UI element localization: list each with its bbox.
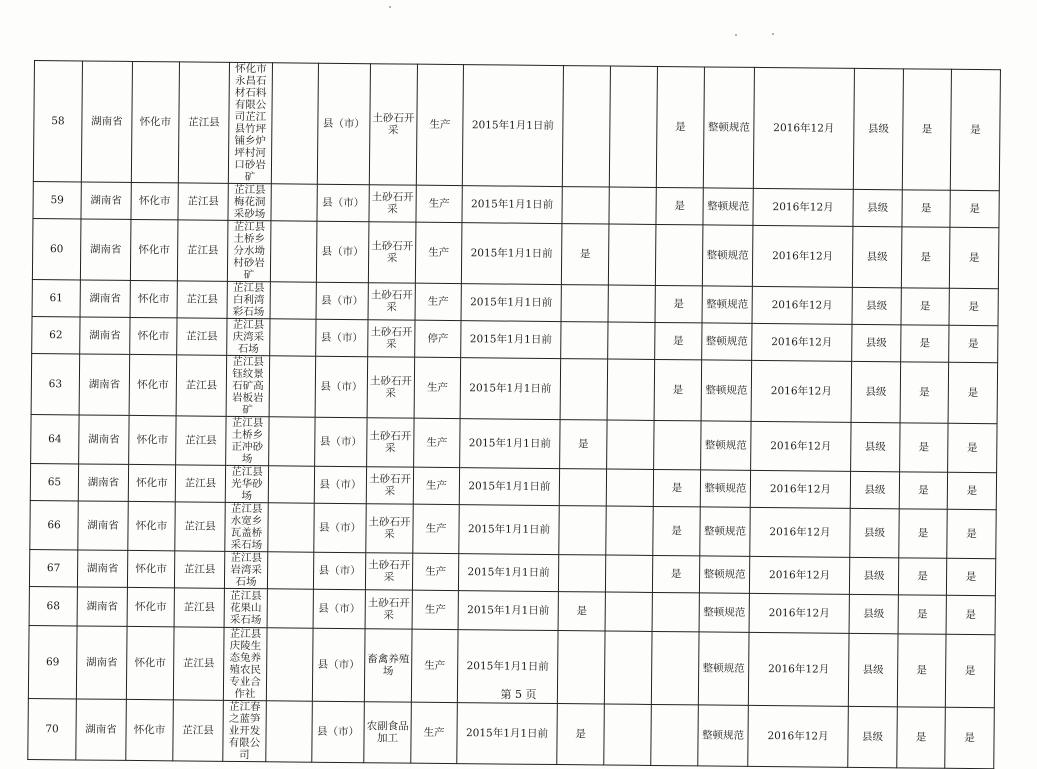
province-cell: 湖南省 <box>78 501 128 550</box>
city-cell: 怀化市 <box>130 219 178 280</box>
done-1-cell: 是 <box>897 707 946 768</box>
done-1-cell: 是 <box>897 634 946 707</box>
production-status-cell: 生产 <box>413 467 459 504</box>
action-cell: 整顿规范 <box>703 188 753 225</box>
production-status-cell: 生产 <box>414 357 461 418</box>
flag-b-cell <box>605 555 652 592</box>
county-cell: 芷江县 <box>177 281 227 318</box>
done-1-cell: 是 <box>900 362 949 423</box>
flag-b-cell <box>609 187 656 224</box>
production-status-cell: 生产 <box>415 283 461 320</box>
done-2-cell: 是 <box>949 227 999 288</box>
production-status-cell: 生产 <box>412 553 458 590</box>
done-1-cell: 是 <box>901 288 949 325</box>
establish-time-cell: 2015年1月1日前 <box>462 65 563 187</box>
table-row <box>32 218 999 288</box>
done-2-cell: 是 <box>947 509 996 558</box>
jurisdiction-cell: 县（市） <box>315 417 367 466</box>
production-status-cell: 生产 <box>416 185 462 222</box>
flag-c-cell: 是 <box>655 285 702 322</box>
industry-type-cell: 土砂石开采 <box>367 418 414 467</box>
flag-c-cell: 是 <box>655 322 702 359</box>
done-1-cell: 是 <box>898 595 946 634</box>
done-1-cell: 是 <box>900 423 948 472</box>
blank-cell <box>271 63 318 184</box>
done-1-cell: 是 <box>899 509 947 558</box>
flag-c-cell: 是 <box>653 506 700 555</box>
province-cell: 湖南省 <box>78 464 128 501</box>
done-2-cell: 是 <box>946 595 995 634</box>
jurisdiction-cell: 县（市） <box>317 63 370 184</box>
done-1-cell: 是 <box>898 558 946 595</box>
flag-a-cell: 是 <box>560 420 607 469</box>
province-cell: 湖南省 <box>76 626 127 699</box>
deadline-cell: 2016年12月 <box>753 67 854 189</box>
action-cell: 整顿规范 <box>703 67 754 188</box>
county-cell: 芷江县 <box>177 318 227 355</box>
city-cell: 怀化市 <box>127 587 174 626</box>
blank-cell <box>269 356 316 417</box>
deadline-cell: 2016年12月 <box>750 470 850 508</box>
enterprise-name-cell: 芷江县土桥乡正冲砂场 <box>226 416 269 465</box>
action-cell: 整顿规范 <box>702 323 752 360</box>
blank-cell <box>269 417 315 466</box>
row-number: 65 <box>30 463 78 500</box>
flag-a-cell <box>562 66 610 187</box>
enterprise-name-cell: 芷江县水宽乡瓦盖桥采石场 <box>225 502 268 551</box>
done-2-cell: 是 <box>945 634 995 707</box>
industry-type-cell: 土砂石开采 <box>365 553 412 590</box>
jurisdiction-cell: 县（市） <box>316 282 368 319</box>
production-status-cell: 生产 <box>412 590 458 629</box>
province-cell: 湖南省 <box>77 587 127 626</box>
table-row <box>31 353 998 423</box>
flag-c-cell <box>652 592 699 631</box>
action-cell: 整顿规范 <box>698 632 749 705</box>
done-1-cell: 是 <box>901 227 950 288</box>
establish-time-cell: 2015年1月1日前 <box>458 591 558 631</box>
scan-speck <box>735 34 737 36</box>
establish-time-cell: 2015年1月1日前 <box>458 554 558 592</box>
blank-cell <box>268 466 314 503</box>
flag-b-cell <box>609 66 657 187</box>
row-number: 70 <box>28 698 77 759</box>
review-level-cell: 县级 <box>849 594 898 633</box>
flag-a-cell: 是 <box>558 592 605 631</box>
done-1-cell: 是 <box>899 472 947 509</box>
deadline-cell: 2016年12月 <box>748 632 849 706</box>
done-2-cell: 是 <box>949 325 998 362</box>
done-2-cell: 是 <box>950 190 999 227</box>
review-level-cell: 县级 <box>852 324 901 361</box>
action-cell: 整顿规范 <box>700 507 750 556</box>
flag-a-cell <box>559 469 606 506</box>
flag-b-cell <box>606 469 653 506</box>
industry-type-cell: 土砂石开采 <box>365 590 412 629</box>
review-level-cell: 县级 <box>852 226 902 287</box>
flag-b-cell <box>608 224 656 285</box>
establish-time-cell: 2015年1月1日前 <box>460 419 560 469</box>
production-status-cell: 生产 <box>413 504 459 553</box>
county-cell: 芷江县 <box>177 220 228 281</box>
county-cell: 芷江县 <box>173 627 224 700</box>
jurisdiction-cell: 县（市） <box>314 466 366 503</box>
review-level-cell: 县级 <box>848 706 898 767</box>
county-cell: 芷江县 <box>178 183 228 220</box>
jurisdiction-cell: 县（市） <box>312 628 365 701</box>
blank-cell <box>270 221 317 282</box>
table-row <box>33 61 1000 191</box>
flag-b-cell <box>608 322 655 359</box>
action-cell: 整顿规范 <box>699 556 749 593</box>
jurisdiction-cell: 县（市） <box>313 552 365 589</box>
production-status-cell: 停产 <box>415 320 461 357</box>
deadline-cell: 2016年12月 <box>751 360 852 422</box>
records-table <box>27 60 1001 769</box>
blank-cell <box>270 282 316 319</box>
flag-b-cell <box>604 704 652 765</box>
city-cell: 怀化市 <box>127 550 174 587</box>
county-cell: 芷江县 <box>174 588 224 627</box>
industry-type-cell: 土砂石开采 <box>369 64 417 185</box>
city-cell: 怀化市 <box>130 317 177 354</box>
action-cell: 整顿规范 <box>702 286 752 323</box>
action-cell: 整顿规范 <box>699 593 749 632</box>
jurisdiction-cell: 县（市） <box>315 356 368 417</box>
scan-speck <box>772 33 774 35</box>
scan-speck <box>389 6 391 8</box>
production-status-cell: 生产 <box>411 629 458 702</box>
city-cell: 怀化市 <box>126 626 174 699</box>
enterprise-name-cell: 芷江县岩湾采石场 <box>224 551 267 588</box>
blank-cell <box>270 319 316 356</box>
province-cell: 湖南省 <box>80 219 131 280</box>
deadline-cell: 2016年12月 <box>750 507 850 557</box>
flag-a-cell: 是 <box>561 224 609 285</box>
blank-cell <box>267 589 313 628</box>
done-2-cell: 是 <box>949 288 998 325</box>
flag-a-cell <box>558 555 605 592</box>
city-cell: 怀化市 <box>128 464 175 501</box>
city-cell: 怀化市 <box>130 280 177 317</box>
done-2-cell: 是 <box>946 558 995 595</box>
deadline-cell: 2016年12月 <box>752 323 852 361</box>
enterprise-name-cell: 怀化市永昌石材石料有限公司芷江县竹坪铺乡炉坪村河口砂岩矿 <box>228 62 272 183</box>
deadline-cell: 2016年12月 <box>749 593 849 633</box>
enterprise-name-cell: 芷江县庆湾采石场 <box>227 318 270 355</box>
action-cell: 整顿规范 <box>701 360 752 421</box>
enterprise-name-cell: 芷江县钰纹景石矿高岩板岩矿 <box>226 355 270 416</box>
establish-time-cell: 2015年1月1日前 <box>460 358 561 420</box>
flag-c-cell <box>655 224 703 285</box>
done-2-cell: 是 <box>945 707 995 768</box>
action-cell: 整顿规范 <box>698 705 749 766</box>
table-row <box>28 698 995 768</box>
establish-time-cell: 2015年1月1日前 <box>457 630 558 704</box>
review-level-cell: 县级 <box>852 287 901 324</box>
deadline-cell: 2016年12月 <box>748 705 849 767</box>
flag-c-cell: 是 <box>656 187 703 224</box>
county-cell: 芷江县 <box>178 62 229 183</box>
row-number: 59 <box>33 181 81 218</box>
province-cell: 湖南省 <box>76 699 127 760</box>
enterprise-name-cell: 芷江县梅花洞采砂场 <box>228 183 271 220</box>
jurisdiction-cell: 县（市） <box>312 701 365 762</box>
industry-type-cell: 土砂石开采 <box>367 357 415 418</box>
establish-time-cell: 2015年1月1日前 <box>459 468 559 506</box>
review-level-cell: 县级 <box>850 471 899 508</box>
enterprise-name-cell: 芷江县土桥乡分水坳村砂岩矿 <box>227 220 271 281</box>
blank-cell <box>268 503 314 552</box>
deadline-cell: 2016年12月 <box>752 286 852 324</box>
row-number: 69 <box>28 625 77 698</box>
deadline-cell: 2016年12月 <box>749 556 849 594</box>
row-number: 61 <box>32 279 80 316</box>
establish-time-cell: 2015年1月1日前 <box>459 505 559 555</box>
review-level-cell: 县级 <box>849 557 898 594</box>
deadline-cell: 2016年12月 <box>752 225 853 287</box>
industry-type-cell: 土砂石开采 <box>368 222 416 283</box>
industry-type-cell: 土砂石开采 <box>369 185 416 222</box>
county-cell: 芷江县 <box>175 502 225 551</box>
jurisdiction-cell: 县（市） <box>317 184 369 221</box>
city-cell: 怀化市 <box>131 61 179 182</box>
review-level-cell: 县级 <box>851 422 900 471</box>
row-number: 60 <box>32 218 81 279</box>
industry-type-cell: 畜禽养殖场 <box>364 629 412 702</box>
blank-cell <box>267 552 313 589</box>
flag-b-cell <box>608 285 655 322</box>
industry-type-cell: 土砂石开采 <box>366 504 413 553</box>
review-level-cell: 县级 <box>853 68 903 189</box>
production-status-cell: 生产 <box>416 64 463 185</box>
action-cell: 整顿规范 <box>701 421 751 470</box>
city-cell: 怀化市 <box>131 182 178 219</box>
jurisdiction-cell: 县（市） <box>316 319 368 356</box>
province-cell: 湖南省 <box>80 280 130 317</box>
industry-type-cell: 土砂石开采 <box>368 320 415 357</box>
enterprise-name-cell: 芷江县庆陵生态兔养殖农民专业合作社 <box>223 627 267 700</box>
action-cell: 整顿规范 <box>700 470 750 507</box>
establish-time-cell: 2015年1月1日前 <box>461 223 562 285</box>
row-number: 62 <box>32 316 80 353</box>
province-cell: 湖南省 <box>79 415 129 464</box>
industry-type-cell: 农副食品加工 <box>364 702 412 763</box>
flag-b-cell <box>607 359 655 420</box>
enterprise-name-cell: 芷江春之蓝笋业开发有限公司 <box>223 700 267 761</box>
deadline-cell: 2016年12月 <box>751 421 851 471</box>
row-number: 64 <box>31 414 79 463</box>
county-cell: 芷江县 <box>175 465 225 502</box>
county-cell: 芷江县 <box>176 416 226 465</box>
row-number: 63 <box>31 353 80 414</box>
jurisdiction-cell: 县（市） <box>316 221 369 282</box>
review-level-cell: 县级 <box>850 508 899 557</box>
action-cell: 整顿规范 <box>702 225 753 286</box>
establish-time-cell: 2015年1月1日前 <box>462 186 562 224</box>
city-cell: 怀化市 <box>129 354 177 415</box>
flag-c-cell: 是 <box>652 555 699 592</box>
deadline-cell: 2016年12月 <box>753 188 853 226</box>
done-2-cell: 是 <box>948 423 997 472</box>
review-level-cell: 县级 <box>851 361 901 422</box>
flag-c-cell <box>654 420 701 469</box>
flag-a-cell <box>561 322 608 359</box>
production-status-cell: 生产 <box>414 418 460 467</box>
jurisdiction-cell: 县（市） <box>313 589 365 628</box>
flag-a-cell: 是 <box>557 704 605 765</box>
establish-time-cell: 2015年1月1日前 <box>461 284 561 322</box>
review-level-cell: 县级 <box>853 189 902 226</box>
done-2-cell: 是 <box>950 69 1000 190</box>
province-cell: 湖南省 <box>81 61 132 182</box>
done-2-cell: 是 <box>948 362 998 423</box>
province-cell: 湖南省 <box>77 550 127 587</box>
flag-a-cell <box>561 285 608 322</box>
flag-a-cell <box>560 359 608 420</box>
enterprise-name-cell: 芷江县花果山采石场 <box>224 588 267 627</box>
flag-b-cell <box>607 420 654 469</box>
city-cell: 怀化市 <box>128 501 175 550</box>
establish-time-cell: 2015年1月1日前 <box>457 703 558 765</box>
row-number: 58 <box>33 61 82 182</box>
flag-b-cell <box>605 592 652 631</box>
establish-time-cell: 2015年1月1日前 <box>461 321 561 359</box>
flag-c-cell: 是 <box>654 359 702 420</box>
province-cell: 湖南省 <box>81 182 131 219</box>
province-cell: 湖南省 <box>79 354 130 415</box>
city-cell: 怀化市 <box>129 415 176 464</box>
flag-c-cell: 是 <box>653 469 700 506</box>
row-number: 68 <box>29 586 77 625</box>
industry-type-cell: 土砂石开采 <box>368 283 415 320</box>
blank-cell <box>266 701 313 762</box>
industry-type-cell: 土砂石开采 <box>366 467 413 504</box>
row-number: 67 <box>29 549 77 586</box>
flag-a-cell <box>562 187 609 224</box>
done-1-cell: 是 <box>902 69 951 190</box>
table-body <box>28 61 1001 769</box>
flag-c-cell <box>651 704 699 765</box>
done-1-cell: 是 <box>902 190 950 227</box>
done-2-cell: 是 <box>947 472 996 509</box>
production-status-cell: 生产 <box>411 702 458 763</box>
enterprise-name-cell: 芷江县光华砂场 <box>225 465 268 502</box>
jurisdiction-cell: 县（市） <box>314 503 366 552</box>
county-cell: 芷江县 <box>174 551 224 588</box>
enterprise-name-cell: 芷江县白利湾彩石场 <box>227 281 270 318</box>
blank-cell <box>271 184 317 221</box>
flag-c-cell: 是 <box>656 66 704 187</box>
province-cell: 湖南省 <box>80 317 130 354</box>
county-cell: 芷江县 <box>173 700 224 761</box>
flag-b-cell <box>606 506 653 555</box>
flag-a-cell <box>559 506 606 555</box>
page-number: 第 5 页 <box>500 688 537 701</box>
review-level-cell: 县级 <box>848 633 898 706</box>
done-1-cell: 是 <box>901 325 949 362</box>
county-cell: 芷江县 <box>176 355 227 416</box>
production-status-cell: 生产 <box>415 222 462 283</box>
city-cell: 怀化市 <box>126 699 174 760</box>
row-number: 66 <box>30 500 78 549</box>
